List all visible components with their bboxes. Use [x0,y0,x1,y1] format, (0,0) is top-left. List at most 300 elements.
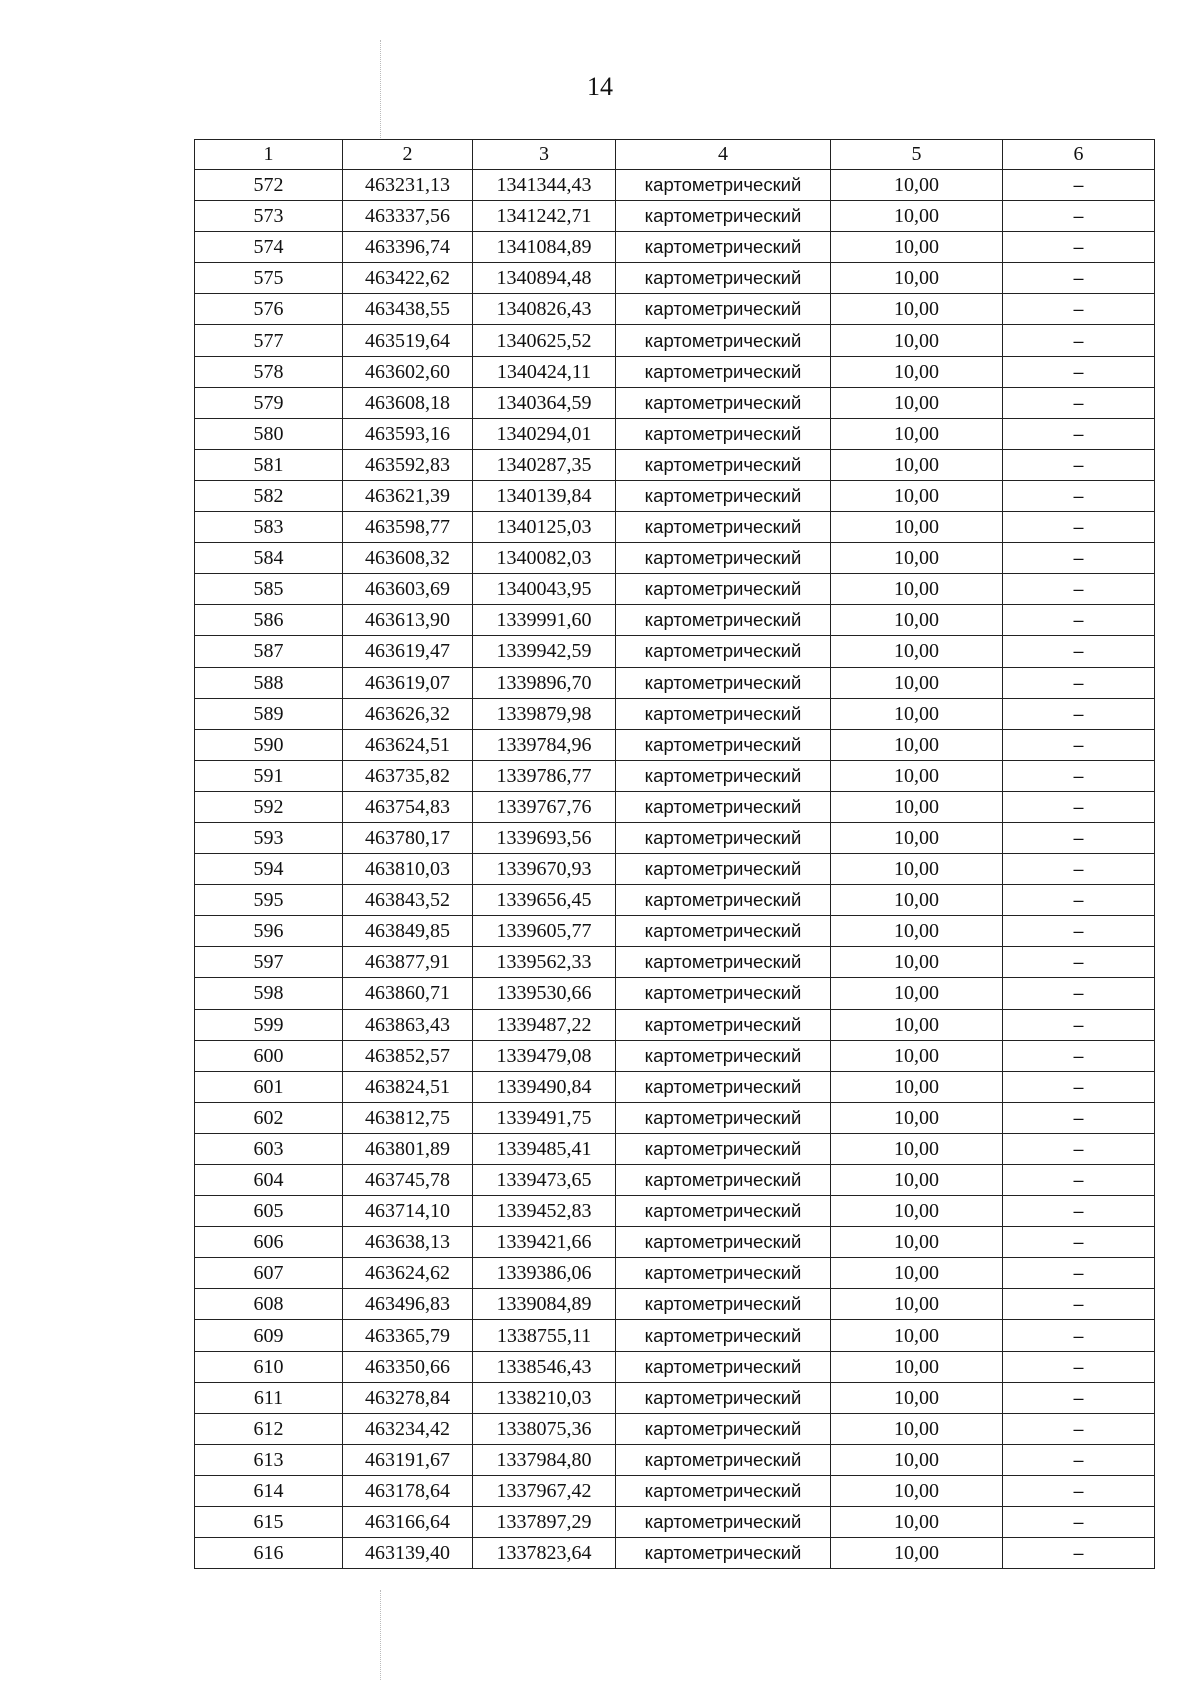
method-cell: картометрический [616,1196,831,1227]
y-coordinate-cell: 1339991,60 [473,605,616,636]
method-cell: картометрический [616,1413,831,1444]
y-coordinate-cell: 1339490,84 [473,1071,616,1102]
table-row [195,1258,1155,1289]
table-row [195,1071,1155,1102]
note-cell: – [1003,325,1155,356]
accuracy-cell: 10,00 [831,1165,1003,1196]
y-coordinate-cell: 1339487,22 [473,1009,616,1040]
accuracy-cell: 10,00 [831,170,1003,201]
x-coordinate-cell: 463735,82 [343,760,473,791]
accuracy-cell: 10,00 [831,294,1003,325]
x-coordinate-cell: 463619,07 [343,667,473,698]
y-coordinate-cell: 1339784,96 [473,729,616,760]
point-number-cell: 583 [195,512,343,543]
x-coordinate-cell: 463598,77 [343,512,473,543]
note-cell: – [1003,947,1155,978]
x-coordinate-cell: 463608,32 [343,543,473,574]
table-row [195,822,1155,853]
table-row [195,170,1155,201]
accuracy-cell: 10,00 [831,636,1003,667]
table-row [195,512,1155,543]
accuracy-cell: 10,00 [831,947,1003,978]
point-number-cell: 578 [195,356,343,387]
y-coordinate-cell: 1340294,01 [473,418,616,449]
note-cell: – [1003,636,1155,667]
table-row [195,232,1155,263]
accuracy-cell: 10,00 [831,1258,1003,1289]
accuracy-cell: 10,00 [831,978,1003,1009]
x-coordinate-cell: 463812,75 [343,1102,473,1133]
y-coordinate-cell: 1340424,11 [473,356,616,387]
point-number-cell: 572 [195,170,343,201]
x-coordinate-cell: 463422,62 [343,263,473,294]
method-cell: картометрический [616,1009,831,1040]
point-number-cell: 611 [195,1382,343,1413]
accuracy-cell: 10,00 [831,418,1003,449]
y-coordinate-cell: 1340043,95 [473,574,616,605]
point-number-cell: 592 [195,791,343,822]
note-cell: – [1003,1102,1155,1133]
table-row [195,1289,1155,1320]
method-cell: картометрический [616,1289,831,1320]
point-number-cell: 585 [195,574,343,605]
table-row [195,480,1155,511]
table-row [195,418,1155,449]
table-row [195,760,1155,791]
x-coordinate-cell: 463139,40 [343,1538,473,1569]
method-cell: картометрический [616,1040,831,1071]
table-row [195,1165,1155,1196]
x-coordinate-cell: 463603,69 [343,574,473,605]
y-coordinate-cell: 1341084,89 [473,232,616,263]
method-cell: картометрический [616,636,831,667]
table-row [195,791,1155,822]
coordinates-table-container [194,139,1154,1569]
accuracy-cell: 10,00 [831,1413,1003,1444]
y-coordinate-cell: 1339693,56 [473,822,616,853]
y-coordinate-cell: 1339896,70 [473,667,616,698]
note-cell: – [1003,418,1155,449]
x-coordinate-cell: 463592,83 [343,449,473,480]
point-number-cell: 579 [195,387,343,418]
y-coordinate-cell: 1339670,93 [473,854,616,885]
x-coordinate-cell: 463849,85 [343,916,473,947]
point-number-cell: 576 [195,294,343,325]
table-header-row [195,140,1155,170]
x-coordinate-cell: 463191,67 [343,1444,473,1475]
method-cell: картометрический [616,1538,831,1569]
table-row [195,947,1155,978]
table-row [195,978,1155,1009]
x-coordinate-cell: 463350,66 [343,1351,473,1382]
x-coordinate-cell: 463496,83 [343,1289,473,1320]
column-header: 4 [616,140,831,170]
table-row [195,543,1155,574]
note-cell: – [1003,1538,1155,1569]
point-number-cell: 602 [195,1102,343,1133]
point-number-cell: 589 [195,698,343,729]
note-cell: – [1003,1382,1155,1413]
accuracy-cell: 10,00 [831,1382,1003,1413]
table-row [195,294,1155,325]
y-coordinate-cell: 1339491,75 [473,1102,616,1133]
x-coordinate-cell: 463621,39 [343,480,473,511]
accuracy-cell: 10,00 [831,480,1003,511]
accuracy-cell: 10,00 [831,1444,1003,1475]
y-coordinate-cell: 1340082,03 [473,543,616,574]
column-header: 5 [831,140,1003,170]
y-coordinate-cell: 1339530,66 [473,978,616,1009]
y-coordinate-cell: 1339386,06 [473,1258,616,1289]
method-cell: картометрический [616,449,831,480]
y-coordinate-cell: 1339767,76 [473,791,616,822]
method-cell: картометрический [616,232,831,263]
method-cell: картометрический [616,1507,831,1538]
scan-artifact-bottom [380,1590,382,1680]
table-row [195,1320,1155,1351]
method-cell: картометрический [616,356,831,387]
accuracy-cell: 10,00 [831,325,1003,356]
method-cell: картометрический [616,170,831,201]
accuracy-cell: 10,00 [831,1102,1003,1133]
y-coordinate-cell: 1339421,66 [473,1227,616,1258]
table-row [195,667,1155,698]
x-coordinate-cell: 463613,90 [343,605,473,636]
point-number-cell: 588 [195,667,343,698]
table-row [195,263,1155,294]
y-coordinate-cell: 1340287,35 [473,449,616,480]
accuracy-cell: 10,00 [831,1538,1003,1569]
x-coordinate-cell: 463619,47 [343,636,473,667]
point-number-cell: 605 [195,1196,343,1227]
note-cell: – [1003,916,1155,947]
table-row [195,387,1155,418]
coordinates-table [194,139,1155,1569]
note-cell: – [1003,1040,1155,1071]
y-coordinate-cell: 1337967,42 [473,1475,616,1506]
note-cell: – [1003,667,1155,698]
x-coordinate-cell: 463843,52 [343,885,473,916]
note-cell: – [1003,885,1155,916]
y-coordinate-cell: 1338210,03 [473,1382,616,1413]
table-row [195,1009,1155,1040]
method-cell: картометрический [616,1227,831,1258]
note-cell: – [1003,1444,1155,1475]
method-cell: картометрический [616,294,831,325]
note-cell: – [1003,512,1155,543]
x-coordinate-cell: 463852,57 [343,1040,473,1071]
table-body [195,170,1155,1569]
method-cell: картометрический [616,605,831,636]
point-number-cell: 607 [195,1258,343,1289]
x-coordinate-cell: 463860,71 [343,978,473,1009]
method-cell: картометрический [616,667,831,698]
table-row [195,1507,1155,1538]
y-coordinate-cell: 1338546,43 [473,1351,616,1382]
table-row [195,1444,1155,1475]
note-cell: – [1003,1227,1155,1258]
y-coordinate-cell: 1341242,71 [473,201,616,232]
accuracy-cell: 10,00 [831,574,1003,605]
method-cell: картометрический [616,978,831,1009]
point-number-cell: 591 [195,760,343,791]
table-row [195,325,1155,356]
point-number-cell: 616 [195,1538,343,1569]
x-coordinate-cell: 463863,43 [343,1009,473,1040]
method-cell: картометрический [616,1165,831,1196]
x-coordinate-cell: 463519,64 [343,325,473,356]
note-cell: – [1003,698,1155,729]
table-row [195,1040,1155,1071]
table-row [195,854,1155,885]
method-cell: картометрический [616,1102,831,1133]
accuracy-cell: 10,00 [831,1071,1003,1102]
method-cell: картометрический [616,760,831,791]
method-cell: картометрический [616,543,831,574]
point-number-cell: 597 [195,947,343,978]
x-coordinate-cell: 463745,78 [343,1165,473,1196]
table-row [195,449,1155,480]
point-number-cell: 615 [195,1507,343,1538]
point-number-cell: 573 [195,201,343,232]
accuracy-cell: 10,00 [831,1133,1003,1164]
table-row [195,356,1155,387]
y-coordinate-cell: 1339786,77 [473,760,616,791]
x-coordinate-cell: 463624,51 [343,729,473,760]
note-cell: – [1003,1475,1155,1506]
accuracy-cell: 10,00 [831,201,1003,232]
table-row [195,1351,1155,1382]
note-cell: – [1003,480,1155,511]
note-cell: – [1003,1071,1155,1102]
accuracy-cell: 10,00 [831,1009,1003,1040]
accuracy-cell: 10,00 [831,1351,1003,1382]
point-number-cell: 582 [195,480,343,511]
note-cell: – [1003,170,1155,201]
x-coordinate-cell: 463178,64 [343,1475,473,1506]
note-cell: – [1003,449,1155,480]
method-cell: картометрический [616,263,831,294]
accuracy-cell: 10,00 [831,1227,1003,1258]
method-cell: картометрический [616,512,831,543]
point-number-cell: 609 [195,1320,343,1351]
table-row [195,636,1155,667]
note-cell: – [1003,1258,1155,1289]
method-cell: картометрический [616,1382,831,1413]
table-row [195,916,1155,947]
note-cell: – [1003,822,1155,853]
note-cell: – [1003,854,1155,885]
point-number-cell: 586 [195,605,343,636]
table-row [195,1538,1155,1569]
y-coordinate-cell: 1340139,84 [473,480,616,511]
table-row [195,605,1155,636]
method-cell: картометрический [616,1351,831,1382]
y-coordinate-cell: 1340625,52 [473,325,616,356]
column-header: 1 [195,140,343,170]
method-cell: картометрический [616,201,831,232]
point-number-cell: 581 [195,449,343,480]
accuracy-cell: 10,00 [831,263,1003,294]
y-coordinate-cell: 1339656,45 [473,885,616,916]
point-number-cell: 584 [195,543,343,574]
point-number-cell: 610 [195,1351,343,1382]
note-cell: – [1003,1009,1155,1040]
point-number-cell: 613 [195,1444,343,1475]
x-coordinate-cell: 463365,79 [343,1320,473,1351]
method-cell: картометрический [616,885,831,916]
note-cell: – [1003,791,1155,822]
point-number-cell: 604 [195,1165,343,1196]
point-number-cell: 587 [195,636,343,667]
method-cell: картометрический [616,1444,831,1475]
y-coordinate-cell: 1339485,41 [473,1133,616,1164]
accuracy-cell: 10,00 [831,1196,1003,1227]
note-cell: – [1003,232,1155,263]
x-coordinate-cell: 463801,89 [343,1133,473,1164]
y-coordinate-cell: 1339942,59 [473,636,616,667]
note-cell: – [1003,574,1155,605]
x-coordinate-cell: 463824,51 [343,1071,473,1102]
y-coordinate-cell: 1341344,43 [473,170,616,201]
x-coordinate-cell: 463624,62 [343,1258,473,1289]
method-cell: картометрический [616,1320,831,1351]
point-number-cell: 594 [195,854,343,885]
accuracy-cell: 10,00 [831,885,1003,916]
point-number-cell: 580 [195,418,343,449]
point-number-cell: 598 [195,978,343,1009]
accuracy-cell: 10,00 [831,232,1003,263]
column-header: 3 [473,140,616,170]
note-cell: – [1003,729,1155,760]
x-coordinate-cell: 463396,74 [343,232,473,263]
method-cell: картометрический [616,418,831,449]
table-row [195,1133,1155,1164]
x-coordinate-cell: 463278,84 [343,1382,473,1413]
point-number-cell: 606 [195,1227,343,1258]
note-cell: – [1003,1320,1155,1351]
column-header: 2 [343,140,473,170]
table-row [195,574,1155,605]
point-number-cell: 599 [195,1009,343,1040]
note-cell: – [1003,1413,1155,1444]
accuracy-cell: 10,00 [831,854,1003,885]
method-cell: картометрический [616,729,831,760]
y-coordinate-cell: 1340826,43 [473,294,616,325]
y-coordinate-cell: 1339473,65 [473,1165,616,1196]
note-cell: – [1003,1133,1155,1164]
point-number-cell: 603 [195,1133,343,1164]
method-cell: картометрический [616,1071,831,1102]
note-cell: – [1003,1351,1155,1382]
accuracy-cell: 10,00 [831,449,1003,480]
accuracy-cell: 10,00 [831,605,1003,636]
point-number-cell: 600 [195,1040,343,1071]
accuracy-cell: 10,00 [831,729,1003,760]
table-row [195,885,1155,916]
note-cell: – [1003,1507,1155,1538]
note-cell: – [1003,1289,1155,1320]
x-coordinate-cell: 463638,13 [343,1227,473,1258]
accuracy-cell: 10,00 [831,1289,1003,1320]
point-number-cell: 574 [195,232,343,263]
y-coordinate-cell: 1340125,03 [473,512,616,543]
note-cell: – [1003,263,1155,294]
accuracy-cell: 10,00 [831,698,1003,729]
note-cell: – [1003,387,1155,418]
accuracy-cell: 10,00 [831,1507,1003,1538]
point-number-cell: 590 [195,729,343,760]
point-number-cell: 596 [195,916,343,947]
method-cell: картометрический [616,387,831,418]
accuracy-cell: 10,00 [831,387,1003,418]
point-number-cell: 595 [195,885,343,916]
accuracy-cell: 10,00 [831,1320,1003,1351]
x-coordinate-cell: 463780,17 [343,822,473,853]
y-coordinate-cell: 1337984,80 [473,1444,616,1475]
y-coordinate-cell: 1338755,11 [473,1320,616,1351]
table-row [195,1196,1155,1227]
method-cell: картометрический [616,916,831,947]
method-cell: картометрический [616,1475,831,1506]
method-cell: картометрический [616,822,831,853]
point-number-cell: 612 [195,1413,343,1444]
accuracy-cell: 10,00 [831,543,1003,574]
accuracy-cell: 10,00 [831,822,1003,853]
accuracy-cell: 10,00 [831,512,1003,543]
point-number-cell: 608 [195,1289,343,1320]
table-row [195,1227,1155,1258]
accuracy-cell: 10,00 [831,916,1003,947]
table-row [195,729,1155,760]
note-cell: – [1003,978,1155,1009]
y-coordinate-cell: 1337897,29 [473,1507,616,1538]
x-coordinate-cell: 463714,10 [343,1196,473,1227]
x-coordinate-cell: 463608,18 [343,387,473,418]
table-row [195,201,1155,232]
x-coordinate-cell: 463438,55 [343,294,473,325]
y-coordinate-cell: 1340894,48 [473,263,616,294]
point-number-cell: 593 [195,822,343,853]
method-cell: картометрический [616,1133,831,1164]
x-coordinate-cell: 463810,03 [343,854,473,885]
table-row [195,1413,1155,1444]
y-coordinate-cell: 1339479,08 [473,1040,616,1071]
accuracy-cell: 10,00 [831,1040,1003,1071]
column-header: 6 [1003,140,1155,170]
table-row [195,1102,1155,1133]
accuracy-cell: 10,00 [831,356,1003,387]
accuracy-cell: 10,00 [831,667,1003,698]
method-cell: картометрический [616,947,831,978]
x-coordinate-cell: 463602,60 [343,356,473,387]
note-cell: – [1003,201,1155,232]
accuracy-cell: 10,00 [831,791,1003,822]
note-cell: – [1003,294,1155,325]
note-cell: – [1003,543,1155,574]
note-cell: – [1003,605,1155,636]
method-cell: картометрический [616,480,831,511]
point-number-cell: 601 [195,1071,343,1102]
y-coordinate-cell: 1339605,77 [473,916,616,947]
page-number: 14 [587,72,613,101]
x-coordinate-cell: 463754,83 [343,791,473,822]
y-coordinate-cell: 1339452,83 [473,1196,616,1227]
x-coordinate-cell: 463234,42 [343,1413,473,1444]
note-cell: – [1003,760,1155,791]
y-coordinate-cell: 1339562,33 [473,947,616,978]
accuracy-cell: 10,00 [831,1475,1003,1506]
